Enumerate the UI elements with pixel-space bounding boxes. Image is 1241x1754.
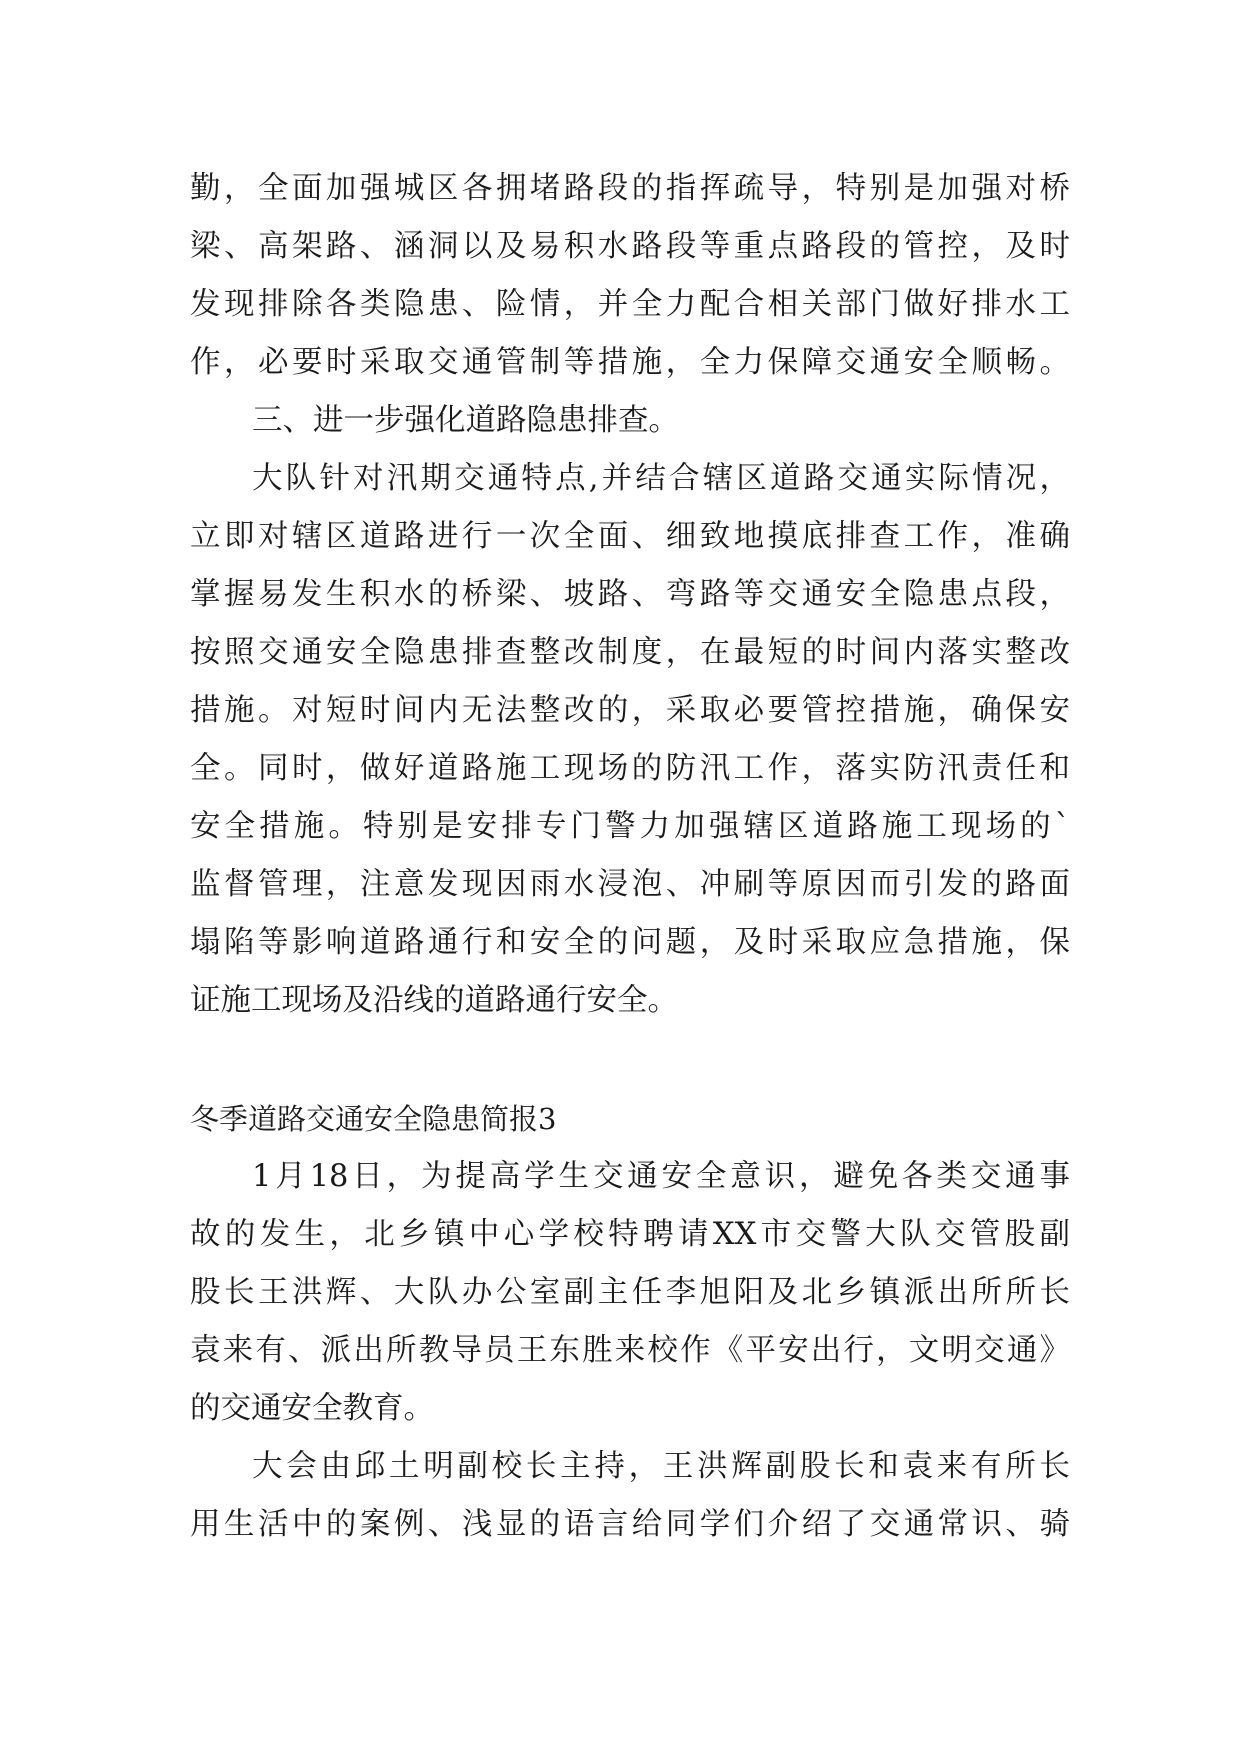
article-title: 冬季道路交通安全隐患简报3	[190, 1102, 557, 1136]
text-line: 股长王洪辉、大队办公室副主任李旭阳及北乡镇派出所所长	[190, 1275, 1070, 1310]
text-line: 用生活中的案例、浅显的语言给同学们介绍了交通常识、骑	[190, 1507, 1070, 1542]
text-line: 大会由邱土明副校长主持，王洪辉副股长和袁来有所长	[252, 1449, 1070, 1484]
text-line: 监督管理，注意发现因雨水浸泡、冲刷等原因而引发的路面	[190, 867, 1070, 902]
text-line: 立即对辖区道路进行一次全面、细致地摸底排查工作，准确	[190, 519, 1070, 554]
text-line: 掌握易发生积水的桥梁、坡路、弯路等交通安全隐患点段，	[190, 577, 1070, 612]
text-line: 梁、高架路、涵洞以及易积水路段等重点路段的管控，及时	[190, 229, 1070, 264]
text-line: 按照交通安全隐患排查整改制度，在最短的时间内落实整改	[190, 635, 1070, 670]
text-line: 塌陷等影响道路通行和安全的问题，及时采取应急措施，保	[190, 925, 1070, 960]
text-line: 大队针对汛期交通特点,并结合辖区道路交通实际情况，	[252, 461, 1070, 496]
text-line: 的交通安全教育。	[190, 1391, 434, 1426]
text-line: 故的发生，北乡镇中心学校特聘请XX市交警大队交管股副	[190, 1217, 1070, 1252]
text-line: 作，必要时采取交通管制等措施，全力保障交通安全顺畅。	[190, 345, 1070, 380]
text-line: 勤，全面加强城区各拥堵路段的指挥疏导，特别是加强对桥	[190, 171, 1070, 206]
text-line: 发现排除各类隐患、险情，并全力配合相关部门做好排水工	[190, 287, 1070, 322]
text-line: 袁来有、派出所教导员王东胜来校作《平安出行，文明交通》	[190, 1333, 1070, 1368]
text-line: 全。同时，做好道路施工现场的防汛工作，落实防汛责任和	[190, 751, 1070, 786]
text-line: 证施工现场及沿线的道路通行安全。	[190, 983, 678, 1018]
section-heading: 三、进一步强化道路隐患排查。	[252, 403, 679, 438]
text-line: 1月18日，为提高学生交通安全意识，避免各类交通事	[252, 1159, 1070, 1194]
text-line: 安全措施。特别是安排专门警力加强辖区道路施工现场的`	[190, 809, 1070, 844]
text-line: 措施。对短时间内无法整改的，采取必要管控措施，确保安	[190, 693, 1070, 728]
